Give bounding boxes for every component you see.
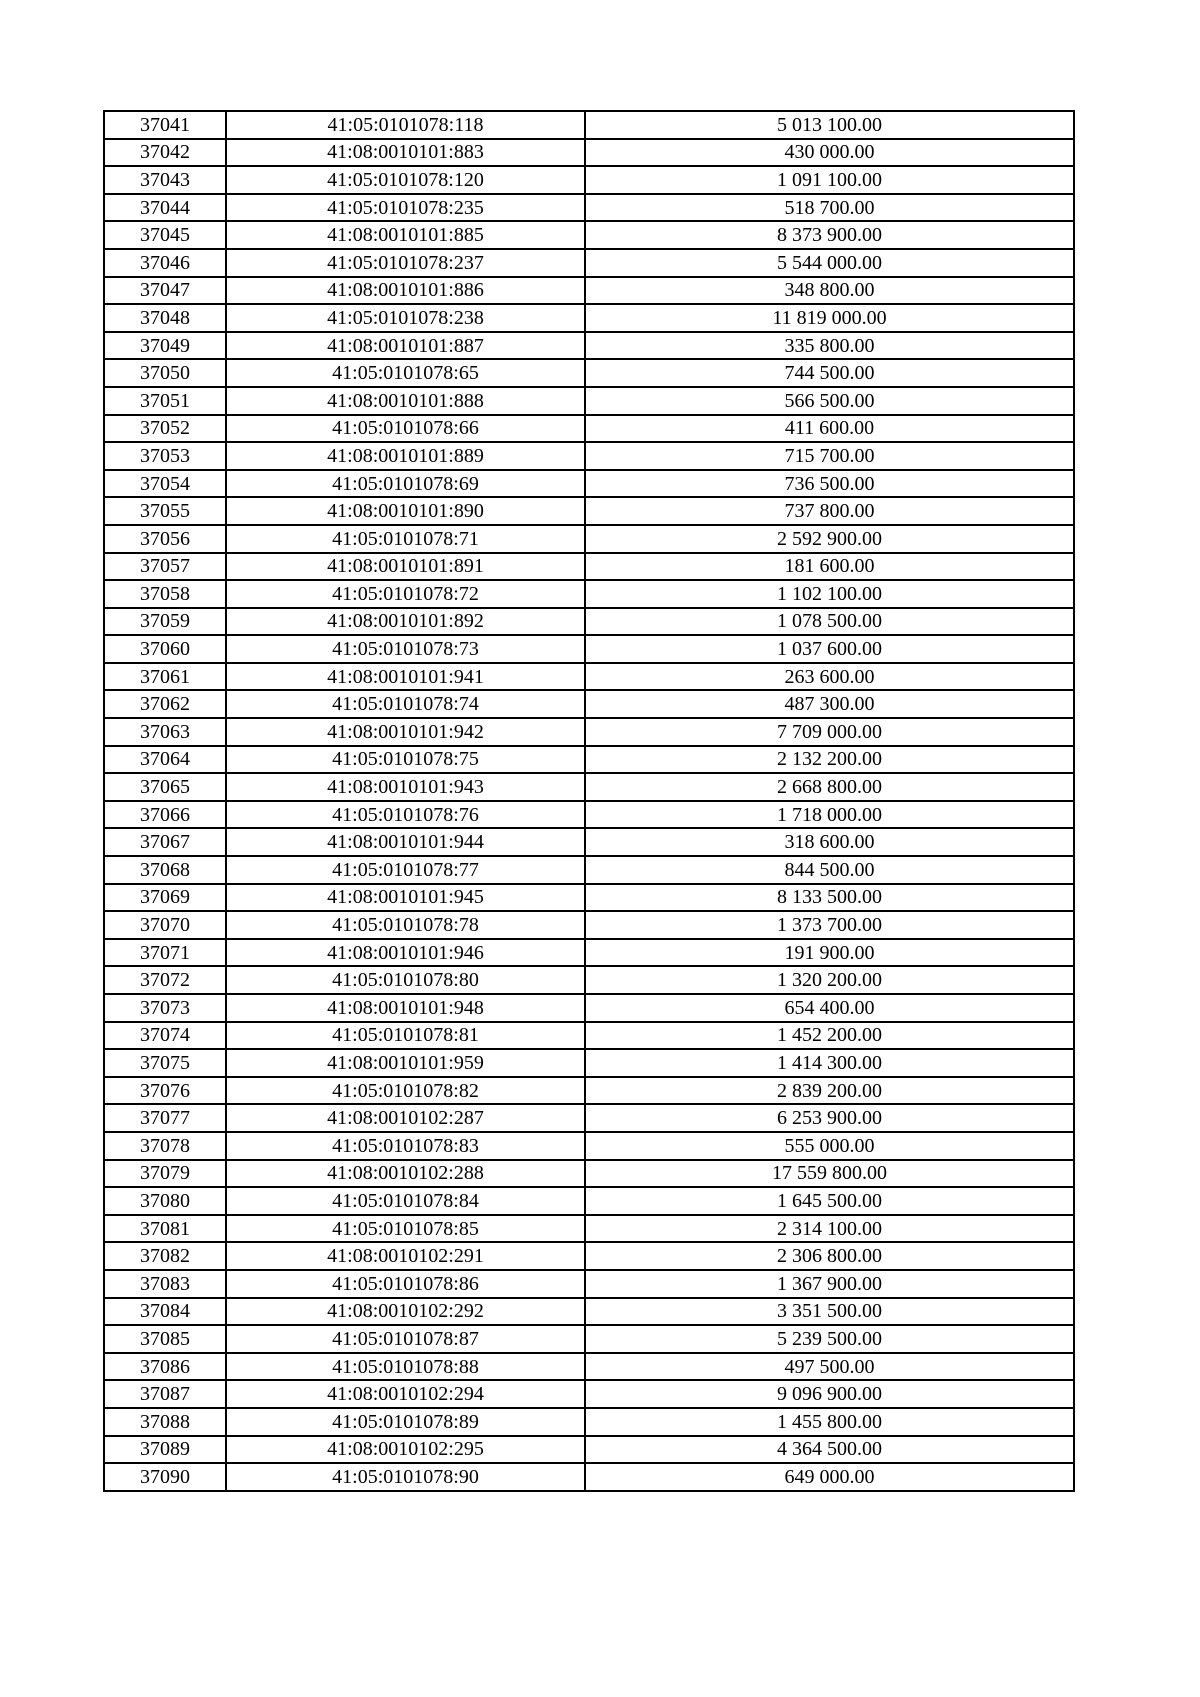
row-number-cell: 37061	[104, 663, 226, 691]
table-row	[104, 801, 1074, 829]
cadastral-value-cell: 2 668 800.00	[585, 773, 1074, 801]
cadastral-number-cell: 41:05:0101078:77	[226, 856, 585, 884]
table-row	[104, 1022, 1074, 1050]
cadastral-number-cell: 41:08:0010101:942	[226, 718, 585, 746]
row-number-cell: 37086	[104, 1353, 226, 1381]
row-number-cell: 37072	[104, 966, 226, 994]
row-number-cell: 37075	[104, 1049, 226, 1077]
cadastral-value-cell: 1 037 600.00	[585, 635, 1074, 663]
table-row	[104, 1436, 1074, 1464]
table-row	[104, 856, 1074, 884]
table-row	[104, 1298, 1074, 1326]
cadastral-number-cell: 41:08:0010101:941	[226, 663, 585, 691]
cadastral-value-cell: 2 314 100.00	[585, 1215, 1074, 1243]
table-row	[104, 1187, 1074, 1215]
cadastral-value-cell: 348 800.00	[585, 277, 1074, 305]
row-number-cell: 37073	[104, 994, 226, 1022]
table-row	[104, 1380, 1074, 1408]
row-number-cell: 37074	[104, 1022, 226, 1050]
cadastral-number-cell: 41:05:0101078:80	[226, 966, 585, 994]
table-row	[104, 828, 1074, 856]
cadastral-number-cell: 41:08:0010101:890	[226, 497, 585, 525]
cadastral-value-cell: 487 300.00	[585, 690, 1074, 718]
cadastral-value-cell: 649 000.00	[585, 1463, 1074, 1491]
table-row	[104, 221, 1074, 249]
cadastral-number-cell: 41:08:0010101:891	[226, 553, 585, 581]
row-number-cell: 37041	[104, 111, 226, 139]
table-row	[104, 194, 1074, 222]
cadastral-number-cell: 41:08:0010101:886	[226, 277, 585, 305]
cadastral-number-cell: 41:08:0010101:883	[226, 139, 585, 167]
cadastral-value-cell: 1 320 200.00	[585, 966, 1074, 994]
row-number-cell: 37090	[104, 1463, 226, 1491]
cadastral-value-cell: 1 102 100.00	[585, 580, 1074, 608]
cadastral-value-cell: 9 096 900.00	[585, 1380, 1074, 1408]
row-number-cell: 37059	[104, 608, 226, 636]
cadastral-value-cell: 2 306 800.00	[585, 1242, 1074, 1270]
cadastral-value-cell: 736 500.00	[585, 470, 1074, 498]
cadastral-number-cell: 41:05:0101078:87	[226, 1325, 585, 1353]
table-row	[104, 387, 1074, 415]
cadastral-value-cell: 7 709 000.00	[585, 718, 1074, 746]
cadastral-value-cell: 1 645 500.00	[585, 1187, 1074, 1215]
cadastral-value-cell: 11 819 000.00	[585, 304, 1074, 332]
cadastral-value-cell: 1 718 000.00	[585, 801, 1074, 829]
cadastral-number-cell: 41:05:0101078:72	[226, 580, 585, 608]
cadastral-number-cell: 41:08:0010102:292	[226, 1298, 585, 1326]
row-number-cell: 37085	[104, 1325, 226, 1353]
row-number-cell: 37080	[104, 1187, 226, 1215]
row-number-cell: 37069	[104, 884, 226, 912]
cadastral-value-cell: 5 544 000.00	[585, 249, 1074, 277]
table-row	[104, 994, 1074, 1022]
row-number-cell: 37048	[104, 304, 226, 332]
table-row	[104, 580, 1074, 608]
cadastral-value-cell: 1 455 800.00	[585, 1408, 1074, 1436]
table-row	[104, 635, 1074, 663]
table-row	[104, 663, 1074, 691]
cadastral-value-cell: 17 559 800.00	[585, 1160, 1074, 1188]
cadastral-number-cell: 41:05:0101078:78	[226, 911, 585, 939]
cadastral-value-cell: 744 500.00	[585, 359, 1074, 387]
cadastral-number-cell: 41:05:0101078:75	[226, 746, 585, 774]
table-row	[104, 332, 1074, 360]
cadastral-number-cell: 41:08:0010102:295	[226, 1436, 585, 1464]
row-number-cell: 37082	[104, 1242, 226, 1270]
cadastral-number-cell: 41:05:0101078:85	[226, 1215, 585, 1243]
cadastral-number-cell: 41:08:0010102:294	[226, 1380, 585, 1408]
table-row	[104, 553, 1074, 581]
cadastral-number-cell: 41:05:0101078:76	[226, 801, 585, 829]
row-number-cell: 37062	[104, 690, 226, 718]
cadastral-number-cell: 41:08:0010102:287	[226, 1104, 585, 1132]
row-number-cell: 37054	[104, 470, 226, 498]
table-row	[104, 1325, 1074, 1353]
cadastral-number-cell: 41:08:0010101:959	[226, 1049, 585, 1077]
cadastral-value-cell: 4 364 500.00	[585, 1436, 1074, 1464]
table-row	[104, 1463, 1074, 1491]
row-number-cell: 37071	[104, 939, 226, 967]
table-row	[104, 911, 1074, 939]
row-number-cell: 37058	[104, 580, 226, 608]
cadastral-number-cell: 41:05:0101078:238	[226, 304, 585, 332]
cadastral-value-cell: 1 091 100.00	[585, 166, 1074, 194]
cadastral-value-cell: 8 373 900.00	[585, 221, 1074, 249]
cadastral-value-cell: 430 000.00	[585, 139, 1074, 167]
cadastral-value-cell: 654 400.00	[585, 994, 1074, 1022]
table-row	[104, 1049, 1074, 1077]
cadastral-number-cell: 41:05:0101078:118	[226, 111, 585, 139]
cadastral-value-cell: 411 600.00	[585, 415, 1074, 443]
row-number-cell: 37083	[104, 1270, 226, 1298]
row-number-cell: 37052	[104, 415, 226, 443]
cadastral-value-cell: 263 600.00	[585, 663, 1074, 691]
cadastral-number-cell: 41:08:0010101:885	[226, 221, 585, 249]
cadastral-value-cell: 737 800.00	[585, 497, 1074, 525]
table-row	[104, 746, 1074, 774]
cadastral-number-cell: 41:05:0101078:65	[226, 359, 585, 387]
table-row	[104, 773, 1074, 801]
table-row	[104, 304, 1074, 332]
table-row	[104, 415, 1074, 443]
row-number-cell: 37067	[104, 828, 226, 856]
cadastral-number-cell: 41:08:0010102:291	[226, 1242, 585, 1270]
row-number-cell: 37043	[104, 166, 226, 194]
row-number-cell: 37079	[104, 1160, 226, 1188]
cadastral-number-cell: 41:05:0101078:90	[226, 1463, 585, 1491]
cadastral-value-cell: 2 592 900.00	[585, 525, 1074, 553]
cadastral-number-cell: 41:05:0101078:66	[226, 415, 585, 443]
cadastral-number-cell: 41:08:0010101:887	[226, 332, 585, 360]
table-row	[104, 718, 1074, 746]
cadastral-number-cell: 41:05:0101078:73	[226, 635, 585, 663]
table-row	[104, 1408, 1074, 1436]
cadastral-number-cell: 41:08:0010102:288	[226, 1160, 585, 1188]
row-number-cell: 37077	[104, 1104, 226, 1132]
table-row	[104, 690, 1074, 718]
table-row	[104, 111, 1074, 139]
row-number-cell: 37055	[104, 497, 226, 525]
table-row	[104, 470, 1074, 498]
cadastral-number-cell: 41:08:0010101:889	[226, 442, 585, 470]
row-number-cell: 37068	[104, 856, 226, 884]
cadastral-value-cell: 3 351 500.00	[585, 1298, 1074, 1326]
cadastral-number-cell: 41:05:0101078:81	[226, 1022, 585, 1050]
row-number-cell: 37087	[104, 1380, 226, 1408]
cadastral-value-cell: 518 700.00	[585, 194, 1074, 222]
table-row	[104, 608, 1074, 636]
row-number-cell: 37089	[104, 1436, 226, 1464]
cadastral-value-cell: 1 373 700.00	[585, 911, 1074, 939]
row-number-cell: 37064	[104, 746, 226, 774]
cadastral-number-cell: 41:08:0010101:948	[226, 994, 585, 1022]
row-number-cell: 37046	[104, 249, 226, 277]
table-row	[104, 1353, 1074, 1381]
row-number-cell: 37063	[104, 718, 226, 746]
cadastral-value-cell: 566 500.00	[585, 387, 1074, 415]
cadastral-number-cell: 41:05:0101078:237	[226, 249, 585, 277]
table-row	[104, 1104, 1074, 1132]
row-number-cell: 37060	[104, 635, 226, 663]
cadastral-value-cell: 844 500.00	[585, 856, 1074, 884]
table-row	[104, 1270, 1074, 1298]
cadastral-number-cell: 41:08:0010101:945	[226, 884, 585, 912]
cadastral-number-cell: 41:05:0101078:89	[226, 1408, 585, 1436]
table-row	[104, 884, 1074, 912]
table-row	[104, 1215, 1074, 1243]
cadastral-value-cell: 497 500.00	[585, 1353, 1074, 1381]
table-row	[104, 525, 1074, 553]
row-number-cell: 37084	[104, 1298, 226, 1326]
cadastral-number-cell: 41:05:0101078:82	[226, 1077, 585, 1105]
row-number-cell: 37049	[104, 332, 226, 360]
cadastral-number-cell: 41:08:0010101:892	[226, 608, 585, 636]
cadastral-value-cell: 1 452 200.00	[585, 1022, 1074, 1050]
cadastral-number-cell: 41:08:0010101:944	[226, 828, 585, 856]
table-row	[104, 1132, 1074, 1160]
table-body	[104, 111, 1074, 1491]
cadastral-value-cell: 555 000.00	[585, 1132, 1074, 1160]
cadastral-value-cell: 1 414 300.00	[585, 1049, 1074, 1077]
cadastral-number-cell: 41:05:0101078:120	[226, 166, 585, 194]
cadastral-number-cell: 41:05:0101078:88	[226, 1353, 585, 1381]
cadastral-number-cell: 41:05:0101078:69	[226, 470, 585, 498]
row-number-cell: 37070	[104, 911, 226, 939]
table-row	[104, 1077, 1074, 1105]
table-row	[104, 939, 1074, 967]
row-number-cell: 37051	[104, 387, 226, 415]
row-number-cell: 37047	[104, 277, 226, 305]
cadastral-number-cell: 41:08:0010101:943	[226, 773, 585, 801]
cadastral-value-cell: 181 600.00	[585, 553, 1074, 581]
table-row	[104, 166, 1074, 194]
row-number-cell: 37056	[104, 525, 226, 553]
row-number-cell: 37053	[104, 442, 226, 470]
cadastral-number-cell: 41:08:0010101:888	[226, 387, 585, 415]
cadastral-number-cell: 41:08:0010101:946	[226, 939, 585, 967]
table-row	[104, 1160, 1074, 1188]
cadastral-value-cell: 8 133 500.00	[585, 884, 1074, 912]
cadastral-number-cell: 41:05:0101078:71	[226, 525, 585, 553]
cadastral-number-cell: 41:05:0101078:83	[226, 1132, 585, 1160]
table-row	[104, 359, 1074, 387]
table-row	[104, 249, 1074, 277]
cadastral-value-cell: 6 253 900.00	[585, 1104, 1074, 1132]
row-number-cell: 37081	[104, 1215, 226, 1243]
row-number-cell: 37057	[104, 553, 226, 581]
cadastral-value-cell: 5 013 100.00	[585, 111, 1074, 139]
row-number-cell: 37076	[104, 1077, 226, 1105]
table-row	[104, 966, 1074, 994]
cadastral-value-cell: 191 900.00	[585, 939, 1074, 967]
table-row	[104, 442, 1074, 470]
row-number-cell: 37066	[104, 801, 226, 829]
table-row	[104, 1242, 1074, 1270]
cadastral-value-cell: 318 600.00	[585, 828, 1074, 856]
row-number-cell: 37078	[104, 1132, 226, 1160]
row-number-cell: 37065	[104, 773, 226, 801]
table-row	[104, 277, 1074, 305]
cadastral-value-cell: 2 839 200.00	[585, 1077, 1074, 1105]
table-row	[104, 139, 1074, 167]
cadastral-value-cell: 5 239 500.00	[585, 1325, 1074, 1353]
cadastral-value-cell: 1 367 900.00	[585, 1270, 1074, 1298]
cadastral-value-table	[103, 110, 1075, 1492]
cadastral-number-cell: 41:05:0101078:74	[226, 690, 585, 718]
row-number-cell: 37044	[104, 194, 226, 222]
cadastral-value-cell: 715 700.00	[585, 442, 1074, 470]
cadastral-number-cell: 41:05:0101078:84	[226, 1187, 585, 1215]
row-number-cell: 37042	[104, 139, 226, 167]
row-number-cell: 37045	[104, 221, 226, 249]
row-number-cell: 37088	[104, 1408, 226, 1436]
cadastral-value-cell: 2 132 200.00	[585, 746, 1074, 774]
cadastral-value-cell: 1 078 500.00	[585, 608, 1074, 636]
cadastral-value-cell: 335 800.00	[585, 332, 1074, 360]
row-number-cell: 37050	[104, 359, 226, 387]
table-row	[104, 497, 1074, 525]
cadastral-number-cell: 41:05:0101078:86	[226, 1270, 585, 1298]
cadastral-number-cell: 41:05:0101078:235	[226, 194, 585, 222]
